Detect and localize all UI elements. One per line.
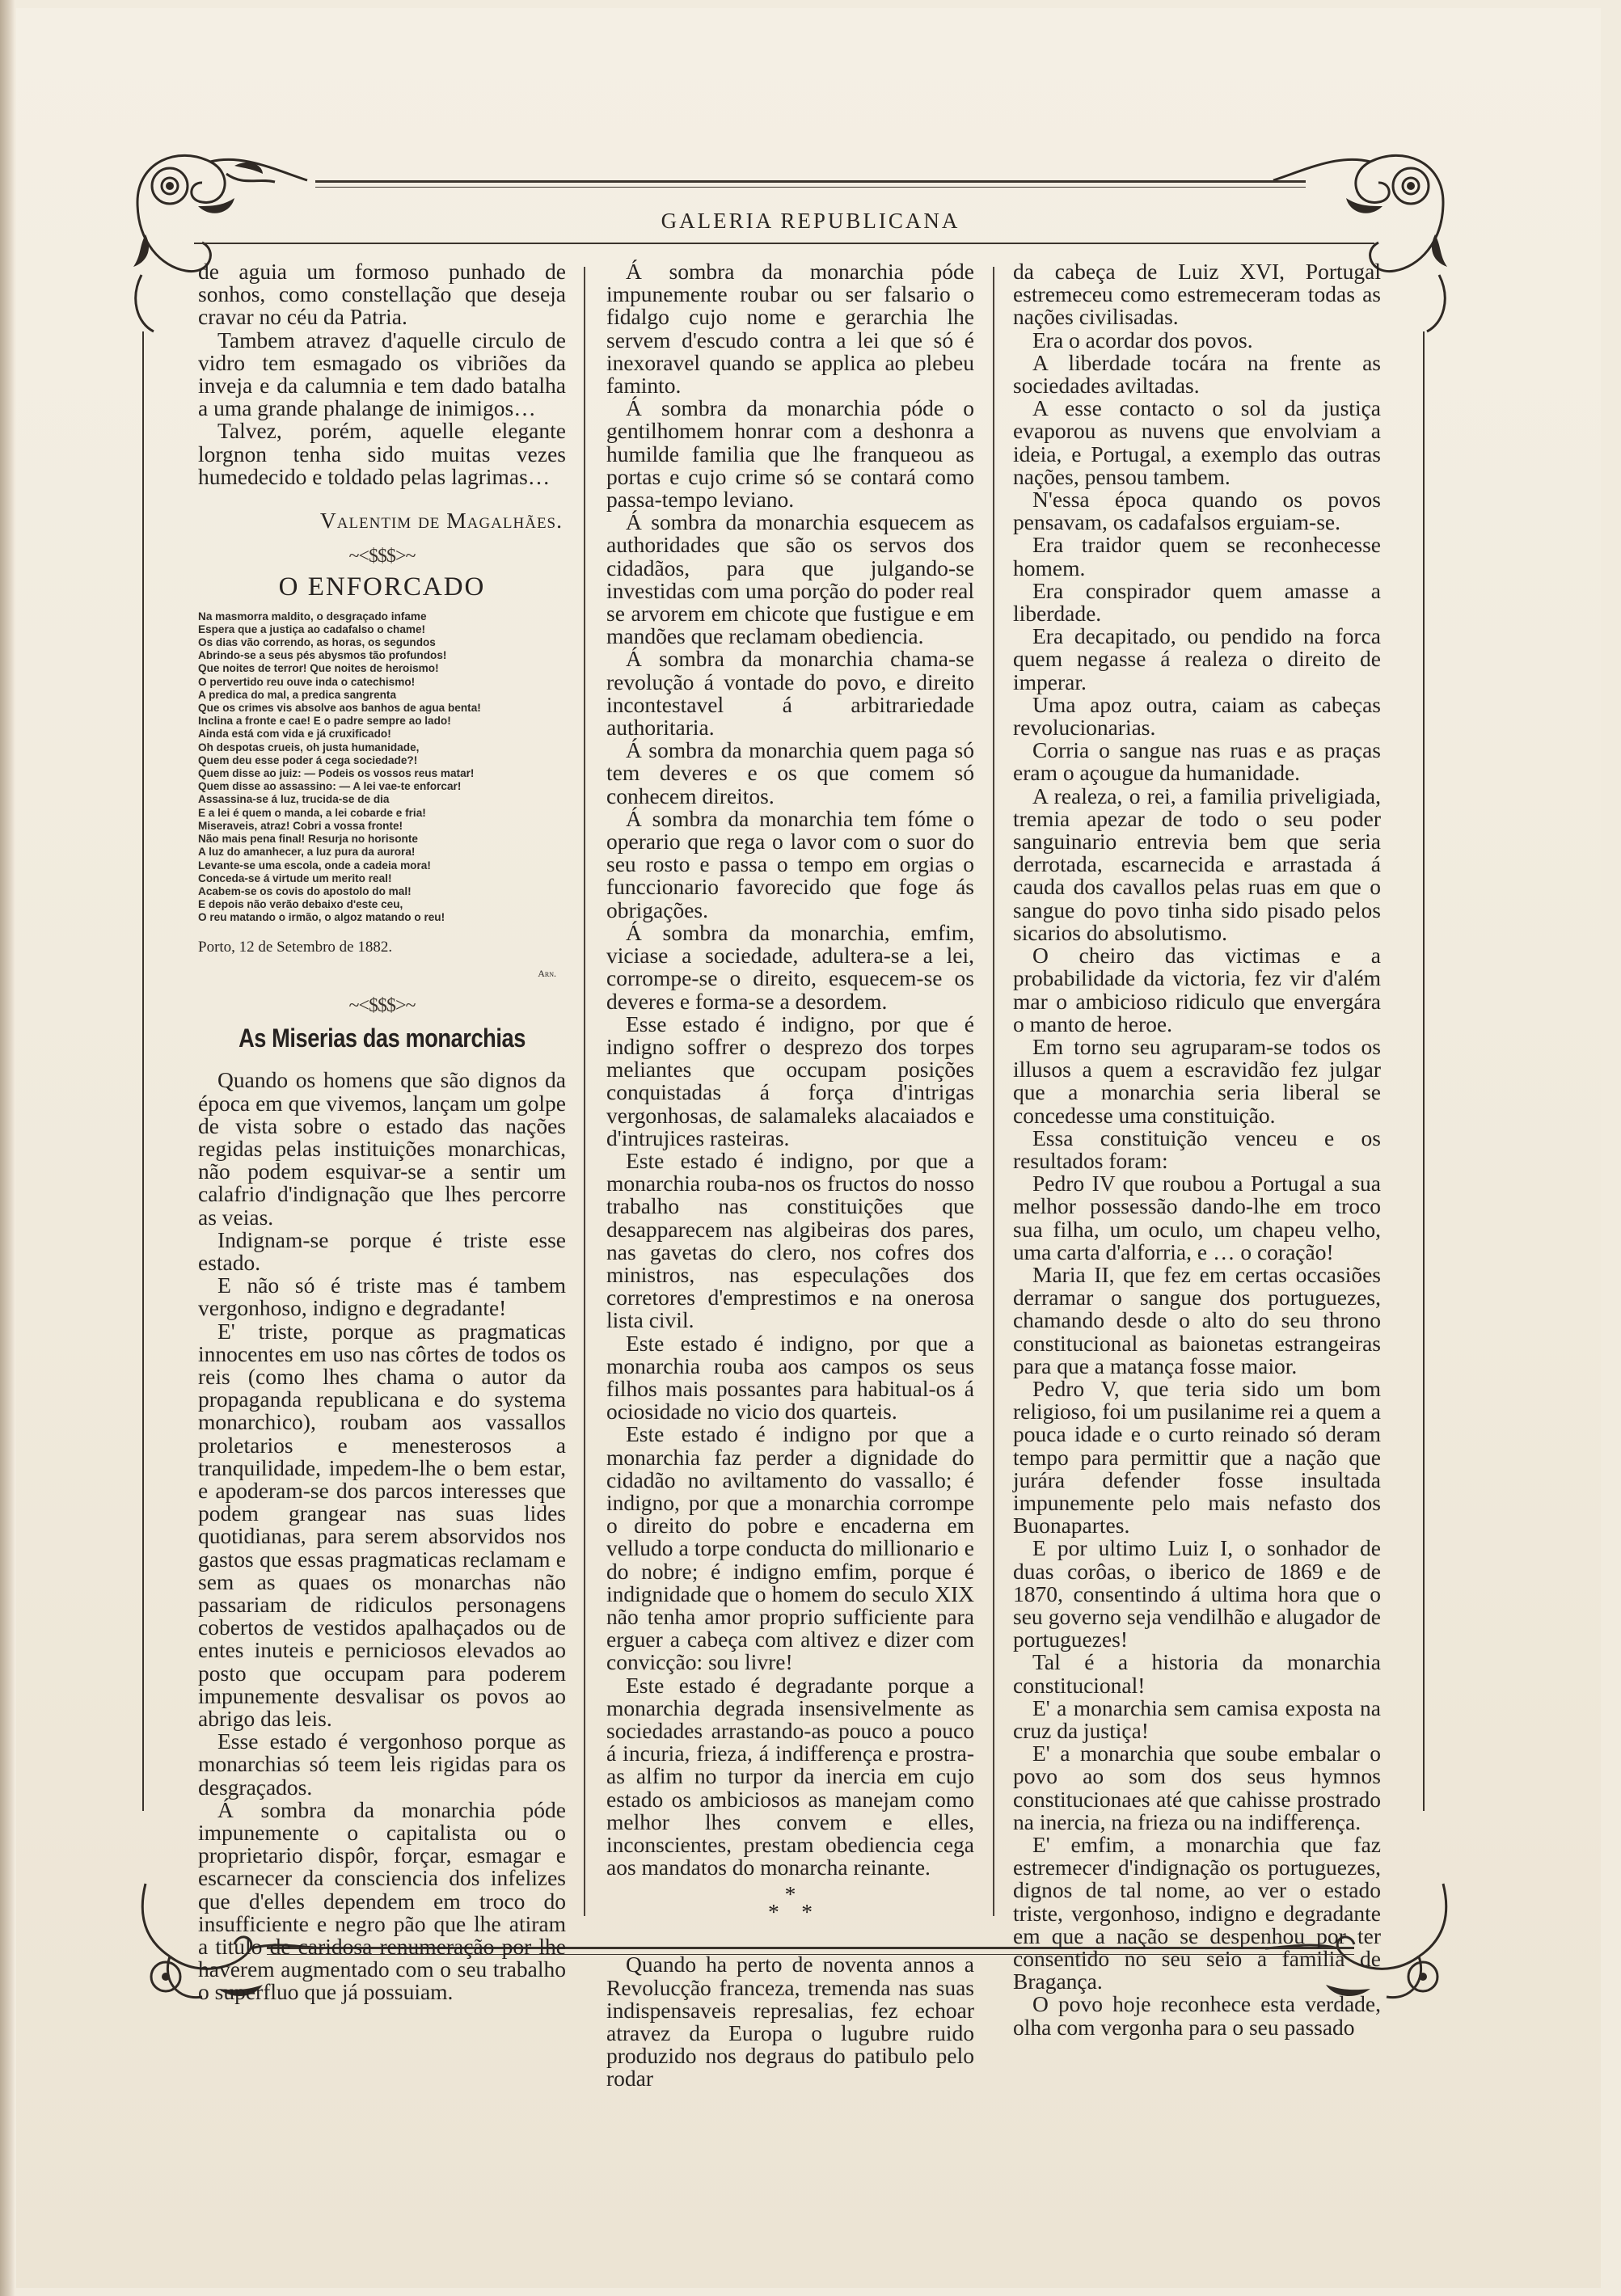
paragraph: Tambem atravez d'aquelle circulo de vidro tem esmagado os vibriões da inveja e da calumnia e tem dado batalha a uma grande phalange de inimigos… <box>198 327 566 421</box>
frame-top-rule <box>315 180 1306 183</box>
article-title: As Miserias das monarchias <box>239 1023 526 1053</box>
paragraph: Em torno seu agruparam-se todos os illusos a quem a escravidão fez julgar que a monarchia seria liberal se concedesse uma constituição. <box>1013 1033 1381 1128</box>
column-divider <box>993 267 994 1916</box>
paragraph: Pedro IV que roubou a Portugal a sua melhor possessão dando-lhe em troco sua filha, um oculo, um chapeu velho, uma carta d'alforria, e … o coração! <box>1013 1171 1381 1264</box>
poem-date: Porto, 12 de Setembro de 1882. <box>198 938 393 956</box>
poem-line: E depois não verão debaixo d'este ceu, <box>198 898 403 911</box>
poem-line: O pervertido reu ouve inda o catechismo! <box>198 675 416 688</box>
paragraph: E' a monarchia que soube embalar o povo ao som dos seus hymnos constitucionaes até que cahisse prostrado na inercia, na frieza ou na indifferença. <box>1013 1741 1381 1834</box>
poem-line: Assassina-se á luz, trucida-se de dia <box>198 793 390 806</box>
paragraph: Á sombra da monarchia quem paga só tem deveres e os que comem só conhecem direitos. <box>606 737 974 808</box>
poem-line: Espera que a justiça ao cadafalso o chame! <box>198 623 426 635</box>
poem-line: Que os crimes vis absolve aos banhos de agua benta! <box>198 702 481 715</box>
poem-line: Não mais pena final! Resurja no horisonte <box>198 833 418 846</box>
paragraph: E' emfim, a monarchia que faz estremecer d'indignação os portuguezes, dignos de tal nome, ao ver o estado triste, vergonhoso, indigno e degradante em que a nação se despenhou por ter consentido no seu seio a familia de Bragança. <box>1013 1832 1381 1994</box>
header-rule <box>194 243 1374 244</box>
poem-line: Os dias vão correndo, as horas, os segundos <box>198 636 436 649</box>
poem-line: Acabem-se os covis do apostolo do mal! <box>198 884 412 897</box>
paragraph: Corria o sangue nas ruas e as praças eram o açougue da humanidade. <box>1013 737 1381 786</box>
section-break <box>606 1881 974 1925</box>
paragraph: Era o acordar dos povos. <box>1032 327 1253 352</box>
running-header: GALERIA REPUBLICANA <box>661 209 960 233</box>
paragraph: Esse estado é vergonhoso porque as monarchias só teem leis rigidas para os desgraçados. <box>198 1728 566 1800</box>
paragraph: E' triste, porque as pragmaticas innocentes em uso nas côrtes de todos os reis (como lhes chama o autor da propaganda republicana e do systema monarchico), roubam aos vassallos proletarios e menesterosos a tranquilidade, impedem-lhe o bem estar, e apoderam-se dos parcos interesses que podem grangear nas suas lides quotidianas, para serem absorvidos nos gastos que essas pragmaticas reclamam e sem as quaes os monarchas não passariam de ridiculos personagens cobertos de vestidos apalhaçados ou de entes inuteis e perniciosos elevados ao posto que occupam para poderem impunemente desvalisar os povos ao abrigo das leis. <box>198 1318 566 1732</box>
frame-right-line <box>1423 331 1425 1811</box>
poem-line: Quem disse ao juiz: — Podeis os vossos reus matar! <box>198 767 475 780</box>
separator-ornament: ~<$$$>~ <box>348 994 416 1016</box>
paragraph: Era decapitado, ou pendido na forca quem negasse á realeza o direito de imperar. <box>1013 623 1381 694</box>
poem-line: Conceda-se á virtude um merito real! <box>198 872 392 884</box>
paragraph: A realeza, o rei, a familia priveligiada, tremia apezar de todo o seu poder sanguinario entrevia bem que seria derrotada, escarnecida e arrastada á cauda dos cavallos pelas ruas em que o sangue do povo tinha sido pisado pelos sicarios do absolutismo. <box>1013 783 1381 945</box>
paragraph: N'essa época quando os povos pensavam, os cadafalsos erguiam-se. <box>1013 487 1381 535</box>
paragraph: E' a monarchia sem camisa exposta na cruz da justiça! <box>1013 1695 1381 1743</box>
paragraph: Á sombra da monarchia póde impunemente o capitalista ou o proprietario dispôr, forçar, esmagar e escarnecer da consciencia dos infelizes que d'elles dependem em troco do insufficiente e negro pão que lhe atiram a titulo de caridosa renumeração por lhe haverem augmentado com o seu trabalho o superfluo que já possuiam. <box>198 1796 566 2005</box>
poem-line: Levante-se uma escola, onde a cadeia mora! <box>198 859 431 872</box>
poem-line: Inclina a fronte e cae! E o padre sempre ao lado! <box>198 715 451 728</box>
poem-line: Oh despotas crueis, oh justa humanidade, <box>198 741 420 753</box>
poem-line: Na masmorra maldito, o desgraçado infame <box>198 610 427 623</box>
paragraph: Este estado é degradante porque a monarchia degrada insensivelmente as sociedades arrastando-as pouco a pouco á incuria, frieza, á indifferença e prostra-as alfim no turpor da inercia em cujo estado os ambiciosos as manejam como melhor lhes convem e elles, inconscientes, prestam obediencia cega aos mandatos do monarcha reinante. <box>606 1672 974 1880</box>
poem-line: Quem disse ao assassino: — A lei vae-te enforcar! <box>198 780 462 793</box>
column-2 <box>606 259 974 2091</box>
paragraph: Uma apoz outra, caiam as cabeças revolucionarias. <box>1013 691 1381 741</box>
paragraph: Á sombra da monarchia esquecem as authoridades que são os servos dos cidadãos, para que julgando-se investidas com uma porção do poder real se arvorem em chicote que fustigue e em mandões que reclamam obediencia. <box>606 509 974 649</box>
column-3 <box>1013 259 1381 2040</box>
paragraph: Talvez, porém, aquelle elegante lorgnon tenha sido muitas vezes humedecido e toldado pelas lagrimas… <box>198 418 566 489</box>
paragraph: Quando os homens que são dignos da época em que vivemos, lançam um golpe de vista sobre o estado das nações regidas pelas instituições monarchicas, não podem esquivar-se a sentir um calafrio d'indignação que lhes percorre as veias. <box>198 1067 566 1230</box>
paragraph: Indignam-se porque é triste esse estado. <box>198 1226 566 1275</box>
separator-ornament: ~<$$$>~ <box>348 546 416 568</box>
poem-line: O reu matando o irmão, o algoz matando o reu! <box>198 911 445 924</box>
poem-signature: Arn. <box>538 967 556 979</box>
poem-line: Que noites de terror! Que noites de heroismo! <box>198 662 439 675</box>
paragraph: Era traidor quem se reconhecesse homem. <box>1013 532 1381 580</box>
column-1 <box>198 259 566 2005</box>
paragraph: Este estado é indigno, por que a monarchia rouba aos campos os seus filhos mais possantes para habitual-os á ociosidade no vicio dos quarteis. <box>606 1330 974 1424</box>
paragraph: Este estado é indigno, por que a monarchia rouba-nos os fructos do nosso trabalho nas constituições que desapparecem nas algibeiras dos pares, nas gavetas do clero, nos cofres dos ministros, nas especulações dos corretores d'emprestimos e na onerosa lista civil. <box>606 1147 974 1333</box>
author-signature: Valentim de Magalhães. <box>319 508 563 534</box>
column-divider <box>584 267 585 1916</box>
paragraph: E não só é triste mas é tambem vergonhoso, indigno e degradante! <box>198 1273 566 1321</box>
paragraph: da cabeça de Luiz XVI, Portugal estremeceu como estremeceram todas as nações civilisadas. <box>1013 259 1381 330</box>
paragraph: Era conspirador quem amasse a liberdade. <box>1013 577 1381 627</box>
poem-line: E a lei é quem o manda, a lei cobarde e fria! <box>198 806 426 819</box>
paragraph: A liberdade tocára na frente as sociedades aviltadas. <box>1013 349 1381 399</box>
paragraph: Este estado é indigno por que a monarchia faz perder a dignidade do cidadão no aviltamento do vassallo; é indigno, por que a monarchia corrompe o direito do pobre e encaderna em velludo a torpe conducta do millionario e do nobre; é indigno emfim, porque é indignidade que o homem do seculo XIX não tenha amor proprio sufficiente para erguer a cabeça com altivez e dizer com convicção: sou livre! <box>606 1421 974 1675</box>
poem-line: A luz do amanhecer, a luz pura da aurora! <box>198 846 416 859</box>
poem-line: Miseraveis, atraz! Cobri a vossa fronte! <box>198 819 403 832</box>
poem-line: Quem deu esse poder á cega sociedade?! <box>198 753 418 766</box>
paragraph: Á sombra da monarchia chama-se revolução á vontade do povo, e direito incontestavel á arbitrariedade authoritaria. <box>606 646 974 741</box>
frame-top-rule-thin <box>315 187 1306 188</box>
paragraph: Pedro V, que teria sido um bom religioso, foi um pusilanime rei a quem a pouca idade e o curto reinado só deram tempo para permittir que a nação que jurára defender fosse insultada impunemente pelo mais nefasto dos Buonapartes. <box>1013 1375 1381 1538</box>
paragraph: Essa constituição venceu e os resultados foram: <box>1013 1125 1381 1173</box>
poem-line: Ainda está com vida e já cruxificado! <box>198 728 391 741</box>
paragraph: O povo hoje reconhece esta verdade, olha com vergonha para o seu passado <box>1013 1991 1381 2040</box>
poem-line: Abrindo-se a seus pés abysmos tão profundos! <box>198 649 447 662</box>
star-mark: * <box>784 1881 796 1907</box>
poem-body <box>198 610 566 925</box>
paragraph: Maria II, que fez em certas occasiões derramar o sangue dos portuguezes, chamando desde o alto do seu throno constitucional as baionetas estrangeiras para que a matança fosse maior. <box>1013 1261 1381 1378</box>
paragraph: Esse estado é indigno, por que é indigno soffrer o desprezo dos torpes meliantes que occupam posições conquistadas á força d'intrigas vergonhosas, de salamaleks alacaiados e d'intrujices rasteiras. <box>606 1011 974 1150</box>
poem-title: O ENFORCADO <box>278 572 486 602</box>
paragraph: Quando ha perto de noventa annos a Revolucção franceza, tremenda nas suas indispensaveis represalias, fez echoar atravez da Europa o lugubre ruido produzido nos degraus do patibulo pelo rodar <box>606 1952 974 2091</box>
paragraph: E por ultimo Luiz I, o sonhador de duas corôas, o iberico de 1869 e de 1870, consentindo á ultima hora que o seu governo seja vendilhão e alugador de portuguezes! <box>1013 1535 1381 1652</box>
paragraph: O cheiro das victimas e a probabilidade da victoria, fez vir d'além mar o ambicioso ridiculo que envergára o manto de heroe. <box>1013 943 1381 1036</box>
paragraph: Á sombra da monarchia póde o gentilhomem honrar com a deshonra a humilde familia que lhe franqueou as portas e cujo crime só se contará como passa-tempo leviano. <box>606 395 974 513</box>
paragraph: Á sombra da monarchia póde impunemente roubar ou ser falsario o fidalgo cujo nome e gerarchia lhe servem d'escudo contra a lei que só é inexoravel quando se applica ao plebeu faminto. <box>606 259 974 399</box>
paragraph: Á sombra da monarchia, emfim, viciase a sociedade, adultera-se a lei, corrompe-se o direito, esquecem-se os deveres e forma-se a desordem. <box>606 919 974 1014</box>
paragraph: A esse contacto o sol da justiça evaporou as nuvens que envolviam a ideia, e Portugal, a exemplo das outras nações, pensou tambem. <box>1013 395 1381 489</box>
star-mark: * * <box>768 1899 813 1925</box>
paragraph: Á sombra da monarchia tem fóme o operario que rega o lavor com o suor do seu rosto e passa o tempo em orgias o funccionario favorecido que foge ás obrigações. <box>606 805 974 922</box>
paragraph: Tal é a historia da monarchia constitucional! <box>1013 1649 1381 1698</box>
paragraph: de aguia um formoso punhado de sonhos, como constellação que deseja cravar no céu da Patria. <box>198 259 566 330</box>
frame-left-line <box>142 331 144 1811</box>
binding-shadow <box>0 0 15 2296</box>
poem-line: A predica do mal, a predica sangrenta <box>198 688 397 701</box>
